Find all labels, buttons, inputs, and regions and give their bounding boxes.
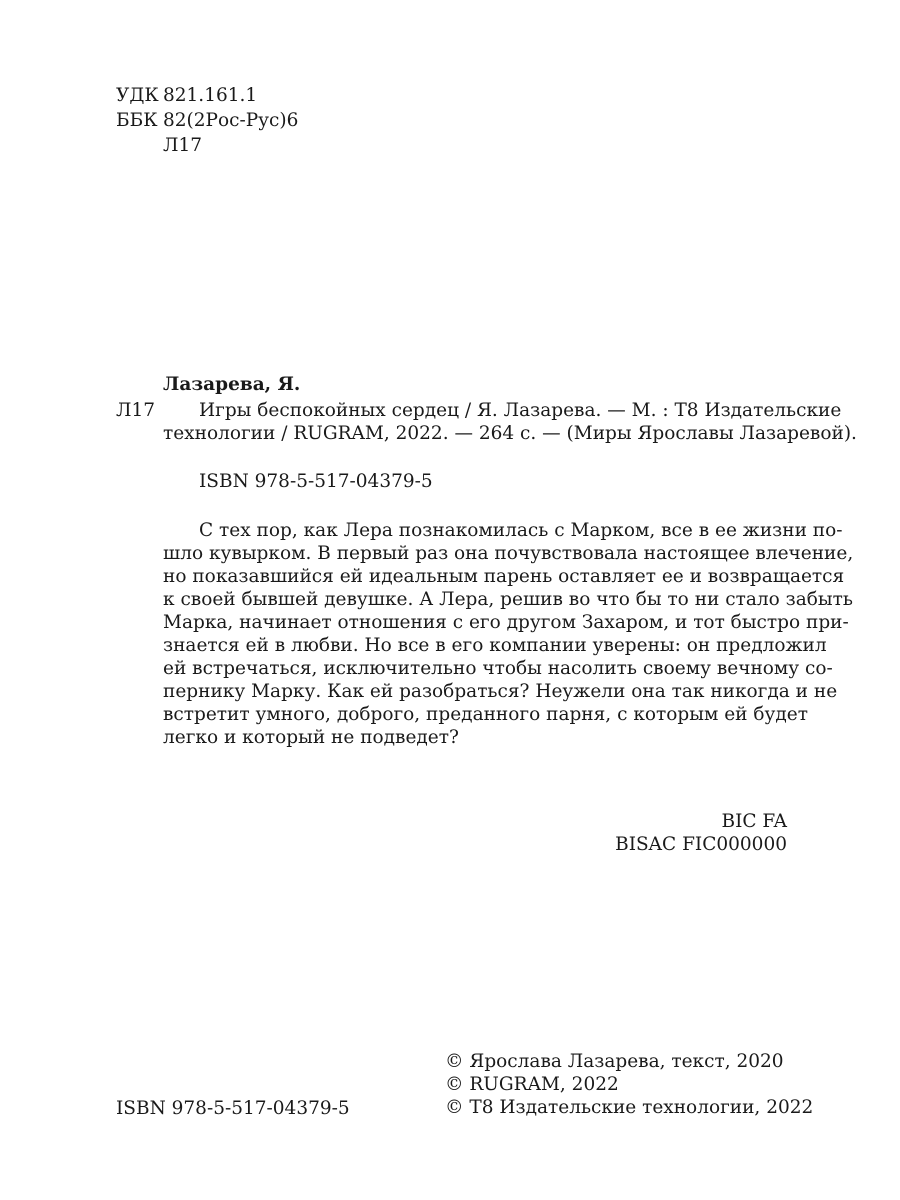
copyright-line: © Ярослава Лазарева, текст, 2020 [445, 1051, 784, 1072]
udk-value: 821.161.1 [163, 85, 258, 106]
bic-code: BIC FA [721, 811, 787, 832]
annotation-line: пернику Марку. Как ей разобраться? Неужели она так никогда и не [163, 681, 838, 702]
biblio-line: технологии / RUGRAM, 2022. — 264 с. — (Миры Ярославы Лазаревой). [163, 423, 857, 444]
udk-row [116, 84, 257, 107]
author-mark: Л17 [163, 135, 202, 156]
annotation-line: шло кувырком. В первый раз она почувствовала настоящее влечение, [163, 543, 854, 564]
record-isbn: ISBN 978-5-517-04379-5 [199, 471, 433, 492]
bbk-label: ББК [116, 110, 158, 131]
copyright-block [445, 1050, 813, 1119]
classification-codes [615, 810, 787, 856]
annotation-line: знается ей в любви. Но все в его компании уверены: он предложил [163, 635, 827, 656]
biblio-line: Игры беспокойных сердец / Я. Лазарева. — М. : Т8 Издательские [199, 400, 842, 421]
annotation-line: Марка, начинает отношения с его другом Захаром, и тот быстро при- [163, 612, 849, 633]
bisac-code: BISAC FIC000000 [615, 834, 787, 855]
udk-label: УДК [116, 85, 159, 106]
annotation-line: встретит умного, доброго, преданного парня, с которым ей будет [163, 704, 808, 725]
bbk-row [116, 109, 298, 132]
annotation-line: С тех пор, как Лера познакомилась с Марком, все в ее жизни по- [199, 520, 843, 541]
annotation [163, 519, 854, 749]
footer-isbn: ISBN 978-5-517-04379-5 [116, 1098, 350, 1119]
annotation-line: но показавшийся ей идеальным парень оставляет ее и возвращается [163, 566, 845, 587]
author-mark-row [116, 134, 202, 157]
annotation-line: ей встречаться, исключительно чтобы насолить своему вечному со- [163, 658, 833, 679]
bbk-value: 82(2Рос-Рус)6 [163, 110, 299, 131]
record-code: Л17 [116, 400, 155, 421]
annotation-line: легко и который не подведет? [163, 727, 459, 748]
copyright-line: © Т8 Издательские технологии, 2022 [445, 1097, 814, 1118]
annotation-line: к своей бывшей девушке. А Лера, решив во что бы то ни стало забыть [163, 589, 853, 610]
copyright-line: © RUGRAM, 2022 [445, 1074, 619, 1095]
bibliographic-description [163, 399, 857, 445]
author-heading: Лазарева, Я. [163, 374, 301, 395]
